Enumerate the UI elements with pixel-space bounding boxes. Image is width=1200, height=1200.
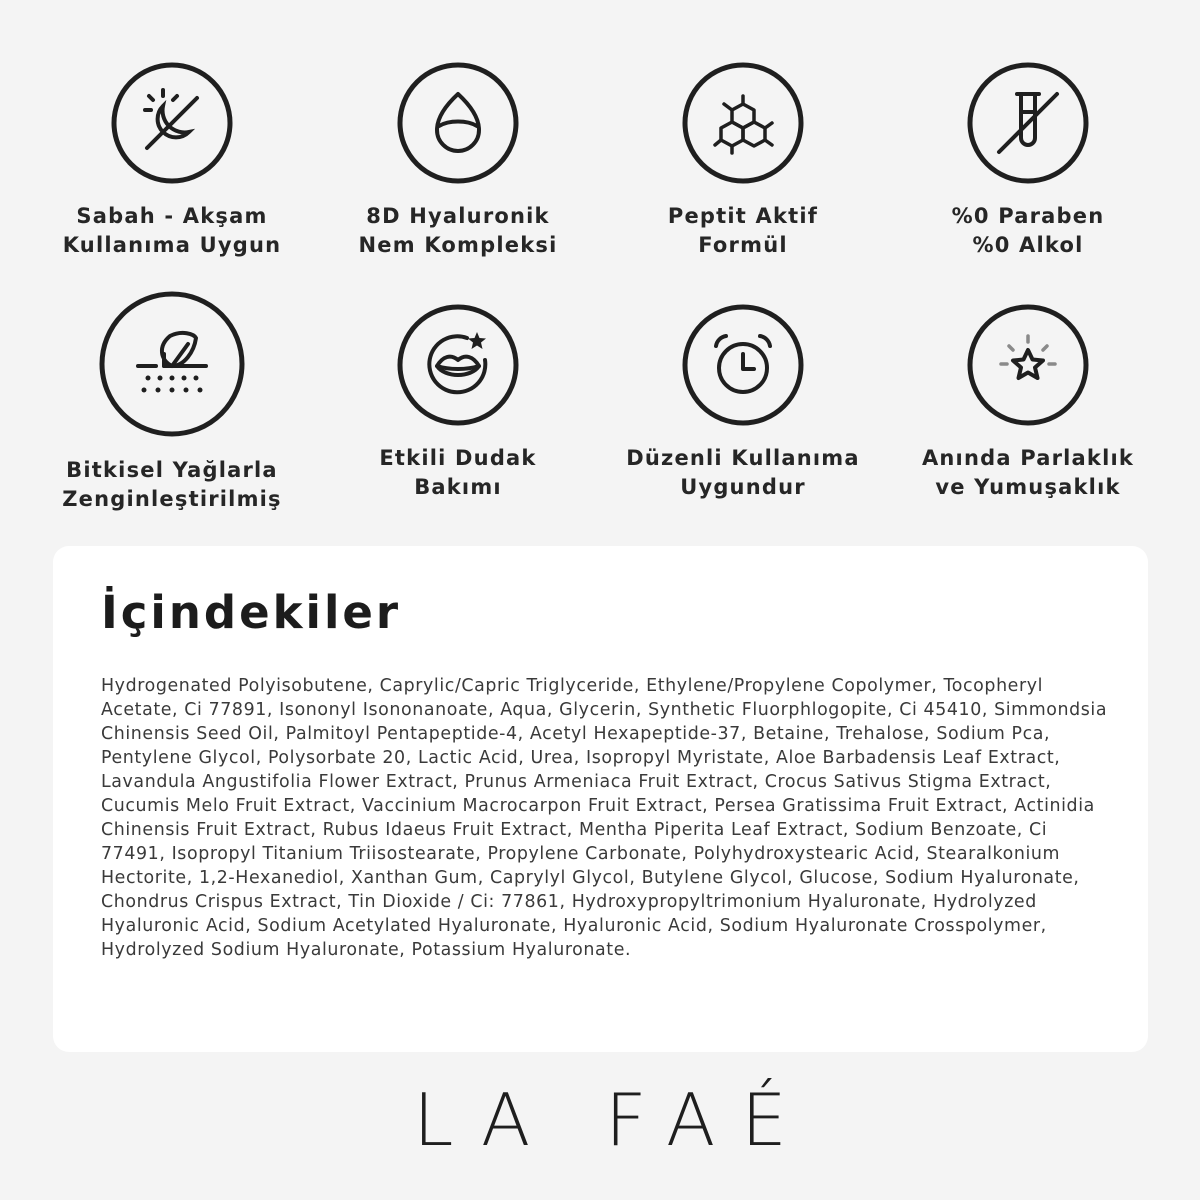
no-test-tube-icon bbox=[965, 60, 1091, 186]
ingredients-title: İçindekiler bbox=[101, 586, 402, 639]
feature-peptide bbox=[598, 60, 888, 260]
feature-label: Anında Parlaklık ve Yumuşaklık bbox=[921, 446, 1135, 499]
feature-paraben-free bbox=[883, 60, 1173, 260]
brand-logo: LA FAÉ bbox=[413, 1078, 813, 1162]
ingredients-text: Hydrogenated Polyisobutene, Caprylic/Capric Triglyceride, Ethylene/Propylene Copolymer, Tocopheryl Acetate, Ci 77891, Isononyl Isononanoate, Aqua, Glycerin, Synthetic Fluorphlogopite, Ci 45410, Simmondsia Chinensis Seed Oil, Palmitoyl Pentapeptide-4, Acetyl Hexapeptide-37, Betaine, Trehalose, Sodium Pca, Pentylene Glycol, Polysorbate 20, Lactic Acid, Urea, Isopropyl Myristate, Aloe Barbadensis Leaf Extract, Lavandula Angustifolia Flower Extract, Prunus Armeniaca Fruit Extract, Crocus Sativus Stigma Extract, Cucumis Melo Fruit Extract, Vaccinium Macrocarpon Fruit Extract, Persea Gratissima Fruit Extract, Actinidia Chinensis Fruit Extract, Rubus Idaeus Fruit Extract, Mentha Piperita Leaf Extract, Sodium Benzoate, Ci 77491, Isopropyl Titanium Triisostearate, Propylene Carbonate, Polyhydroxystearic Acid, Stearalkonium Hectorite, 1,2-Hexanediol, Xanthan Gum, Caprylyl Glycol, Butylene Glycol, Glucose, Sodium Hyaluronate, Chondrus Crispus Extract, Tin Dioxide / Ci: 77861, Hydroxypropyltrimonium Hyaluronate, Hydrolyzed Hyaluronic Acid, Sodium Acetylated Hyaluronate, Hyaluronic Acid, Sodium Hyaluronate Crosspolymer, Hydrolyzed Sodium Hyaluronate, Potassium Hyaluronate. bbox=[101, 676, 1108, 960]
feature-hyaluronic bbox=[313, 60, 603, 260]
water-drop-icon bbox=[395, 60, 521, 186]
alarm-clock-icon bbox=[680, 302, 806, 428]
feature-plant-oils bbox=[27, 290, 317, 514]
feature-label: Peptit Aktif Formül bbox=[667, 204, 819, 257]
feature-label: Bitkisel Yağlarla Zenginleştirilmiş bbox=[62, 458, 282, 511]
sun-moon-icon bbox=[109, 60, 235, 186]
molecule-icon bbox=[680, 60, 806, 186]
feature-label: Sabah - Akşam Kullanıma Uygun bbox=[62, 204, 282, 257]
sparkle-star-icon bbox=[965, 302, 1091, 428]
ingredients-card bbox=[53, 546, 1148, 1052]
feature-regular-use bbox=[598, 302, 888, 502]
lips-icon bbox=[395, 302, 521, 428]
feature-lip-care bbox=[313, 302, 603, 502]
feature-label: 8D Hyaluronik Nem Kompleksi bbox=[358, 204, 558, 257]
feature-label: %0 Paraben %0 Alkol bbox=[951, 204, 1105, 257]
feature-shine-softness bbox=[883, 302, 1173, 502]
feature-label: Düzenli Kullanıma Uygundur bbox=[626, 446, 860, 499]
feature-morning-evening bbox=[27, 60, 317, 260]
feature-label: Etkili Dudak Bakımı bbox=[379, 446, 537, 499]
plant-leaf-icon bbox=[98, 290, 246, 438]
